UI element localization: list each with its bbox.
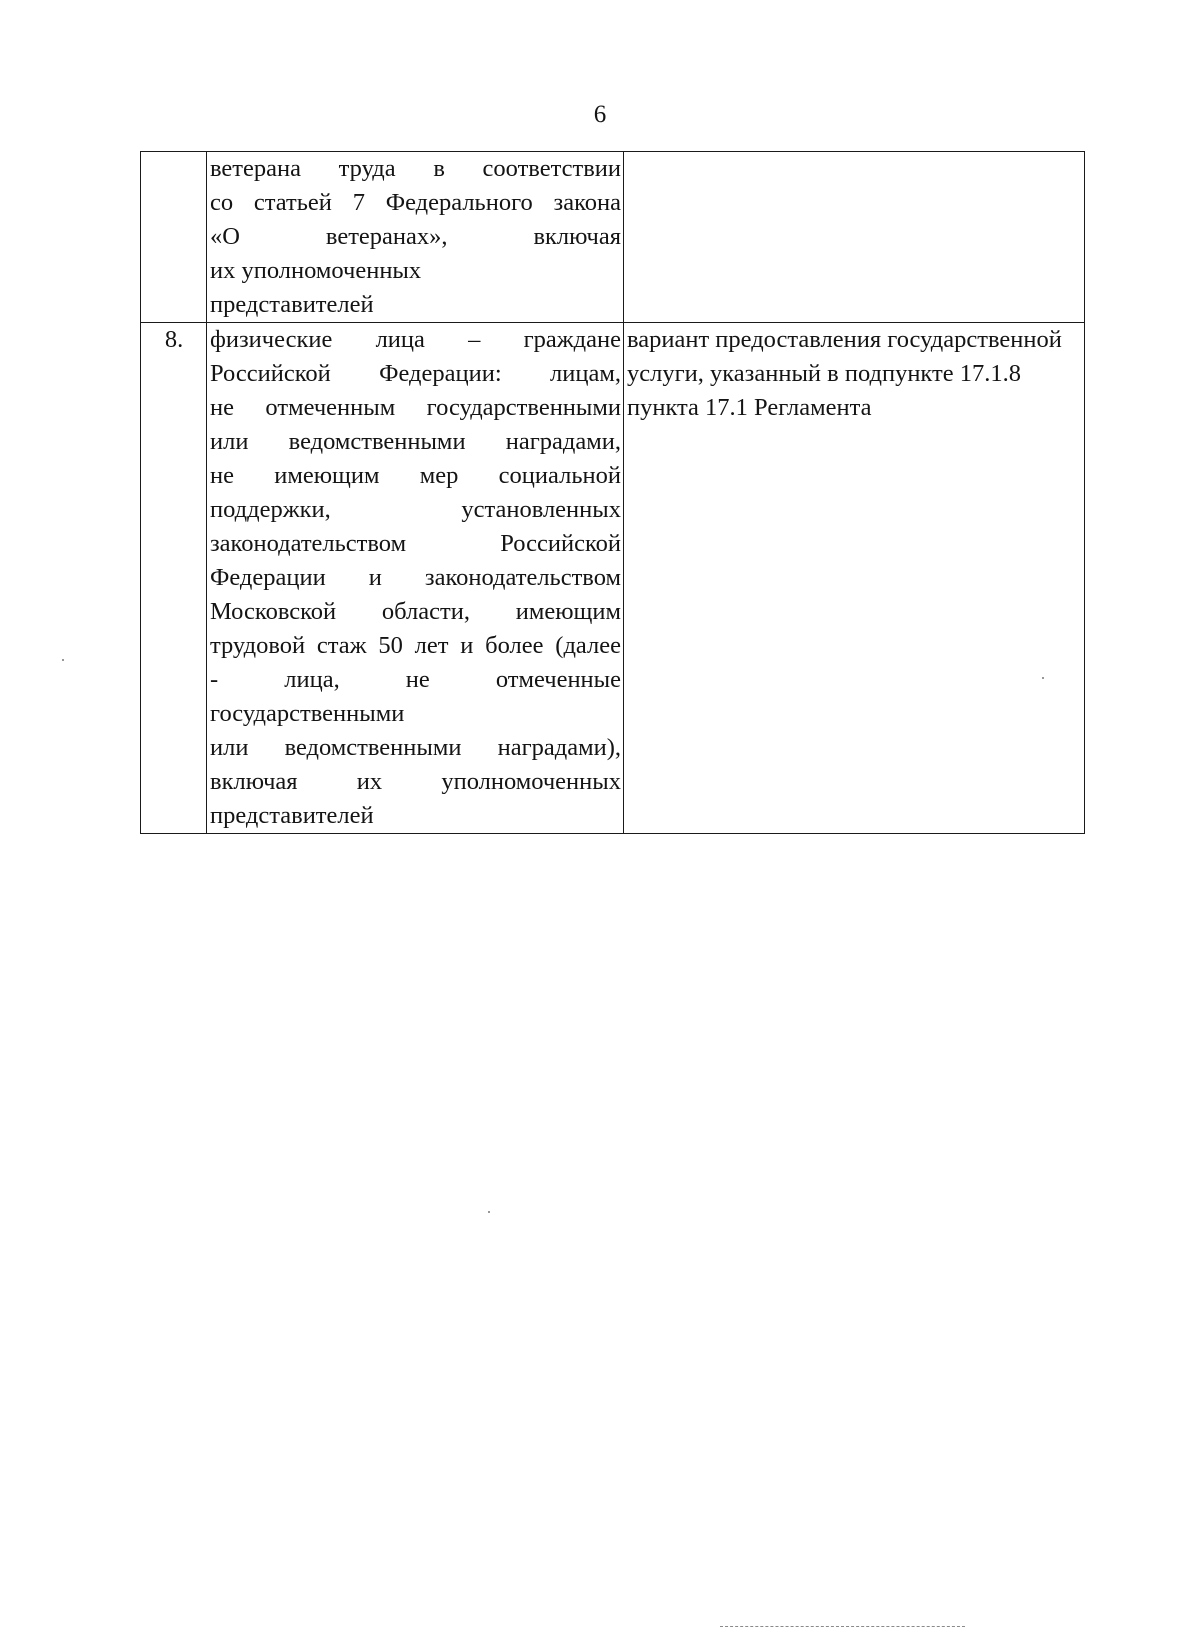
page-number: 6 (593, 101, 607, 128)
scan-speck (62, 659, 64, 661)
applicant-category-cell (207, 152, 624, 323)
category-line: представителей (210, 802, 374, 829)
category-line: или ведомственными наградами, (210, 428, 621, 455)
category-line: Российской Федерации: лицам, (210, 360, 621, 387)
service-variant-text: вариант предоставления государственной услуги, указанный в подпункте 17.1.8 пункта 17.1 Регламента (627, 326, 1062, 421)
category-line: поддержки, установленных (210, 496, 621, 523)
table-row (141, 152, 1085, 323)
category-line: представителей (210, 291, 374, 318)
applicant-category-cell (207, 323, 624, 834)
category-line: - лица, не отмеченные (210, 666, 621, 693)
document-table (140, 151, 1085, 834)
category-line: «О ветеранах», включая (210, 223, 621, 250)
service-variant-cell (624, 323, 1085, 834)
category-line: государственными (210, 700, 405, 727)
category-line: Федерации и законодательством (210, 564, 621, 591)
service-variant-cell (624, 152, 1085, 323)
category-line: ветерана труда в соответствии (210, 155, 621, 182)
category-line: их уполномоченных (210, 257, 422, 284)
category-line: трудовой стаж 50 лет и более (далее (210, 632, 621, 659)
table-row (141, 323, 1085, 834)
category-line: включая их уполномоченных (210, 768, 621, 795)
category-line: со статьей 7 Федерального закона (210, 189, 621, 216)
category-line: не отмеченным государственными (210, 394, 621, 421)
scan-speck (1042, 677, 1044, 679)
scan-edge-line (720, 1626, 965, 1628)
category-line: Московской области, имеющим (210, 598, 621, 625)
category-line: не имеющим мер социальной (210, 462, 621, 489)
category-line: или ведомственными наградами), (210, 734, 621, 761)
category-line: физические лица – граждане (210, 326, 621, 353)
scan-speck (488, 1211, 490, 1213)
category-line: законодательством Российской (210, 530, 621, 557)
row-number-cell: 8. (141, 323, 207, 834)
row-number-cell (141, 152, 207, 323)
